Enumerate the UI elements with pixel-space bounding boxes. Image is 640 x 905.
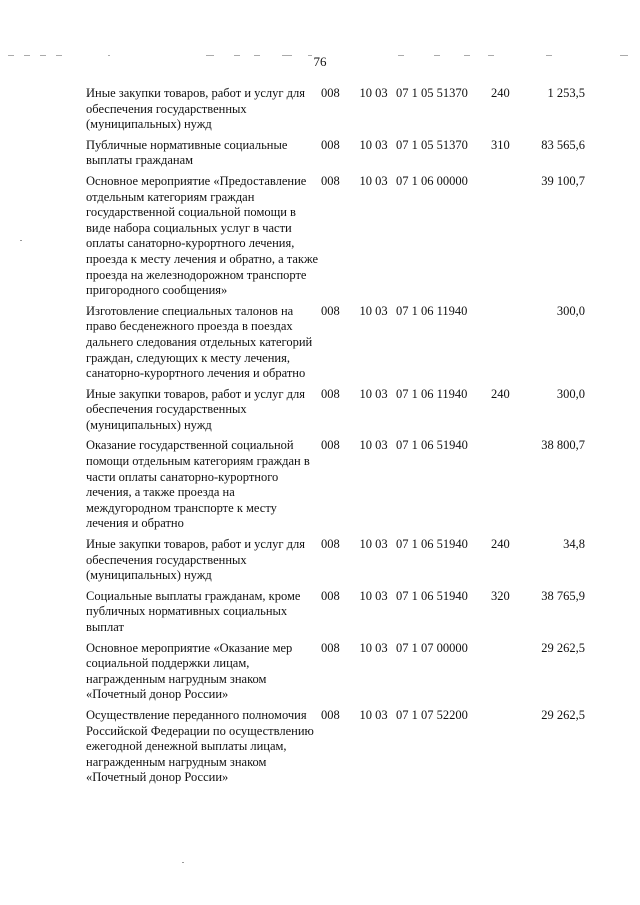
target-article-code: 07 1 06 51940 <box>396 537 468 552</box>
expense-type-code <box>491 304 521 382</box>
page-number: 76 <box>313 54 327 69</box>
table-row <box>86 304 585 382</box>
ministry-code: 008 <box>321 173 340 188</box>
row-name: Основное мероприятие «Оказание мер социальной поддержки лицам, награжденным нагрудным знаком «Почетный донор России» <box>86 640 293 702</box>
amount: 38 800,7 <box>541 438 585 453</box>
table-row <box>86 589 585 636</box>
row-name: Изготовление специальных талонов на право бесденежного проезда в поездах дальнего следования отдельных категорий граждан, следующих к месту лечения, санаторно-курортного лечения и обратно <box>86 303 313 381</box>
section-code: 10 03 <box>359 86 388 100</box>
expense-type-code: 320 <box>491 588 510 603</box>
ministry-code: 008 <box>321 640 340 655</box>
section-code: 10 03 <box>359 173 388 188</box>
amount: 300,0 <box>556 386 585 401</box>
section-code: 10 03 <box>359 303 388 318</box>
budget-table <box>86 86 585 786</box>
ministry-code: 008 <box>321 707 340 722</box>
target-article-code: 07 1 05 51370 <box>396 137 468 152</box>
ministry-code: 008 <box>321 537 340 552</box>
ministry-code: 008 <box>321 386 340 401</box>
table-row <box>86 708 585 786</box>
ministry-code: 008 <box>321 303 340 318</box>
section-code: 10 03 <box>359 537 388 552</box>
ministry-code: 008 <box>321 438 340 453</box>
table-row <box>86 641 585 703</box>
target-article-code: 07 1 07 00000 <box>396 640 468 655</box>
target-article-code: 07 1 06 11940 <box>396 386 468 401</box>
ministry-code: 008 <box>321 137 340 152</box>
amount: 300,0 <box>556 303 585 318</box>
row-name: Иные закупки товаров, работ и услуг для обеспечения государственных (муниципальных) нужд <box>86 386 306 432</box>
amount: 39 100,7 <box>541 173 585 188</box>
section-code: 10 03 <box>359 588 388 603</box>
expense-type-code <box>491 438 521 532</box>
expense-type-code: 310 <box>491 137 510 152</box>
table-row <box>86 86 585 133</box>
scan-speck <box>20 240 22 241</box>
target-article-code: 07 1 06 51940 <box>396 588 468 603</box>
amount: 29 262,5 <box>541 640 585 655</box>
table-row <box>86 138 585 169</box>
row-name: Основное мероприятие «Предоставление отдельным категориям граждан государственной социальной помощи в виде набора социальных услуг в части оплаты санаторно-курортного лечения, проезда к месту лечения и обратно, а также проезда на железнодорожном транспорте пригородного сообщения» <box>86 173 319 298</box>
amount: 83 565,6 <box>541 137 585 152</box>
section-code: 10 03 <box>359 438 388 453</box>
row-name: Публичные нормативные социальные выплаты гражданам <box>86 137 288 168</box>
expense-type-code: 240 <box>491 86 510 100</box>
target-article-code: 07 1 07 52200 <box>396 707 468 722</box>
expense-type-code <box>491 708 521 786</box>
expense-type-code: 240 <box>491 386 510 401</box>
amount: 29 262,5 <box>541 707 585 722</box>
table-row <box>86 537 585 584</box>
section-code: 10 03 <box>359 137 388 152</box>
row-name: Иные закупки товаров, работ и услуг для обеспечения государственных (муниципальных) нужд <box>86 86 306 132</box>
target-article-code: 07 1 06 00000 <box>396 173 468 188</box>
row-name: Социальные выплаты гражданам, кроме публичных нормативных социальных выплат <box>86 588 301 634</box>
section-code: 10 03 <box>359 707 388 722</box>
table-row <box>86 387 585 434</box>
ministry-code: 008 <box>321 86 340 100</box>
table-row <box>86 174 585 299</box>
section-code: 10 03 <box>359 386 388 401</box>
ministry-code: 008 <box>321 588 340 603</box>
section-code: 10 03 <box>359 640 388 655</box>
row-name: Осуществление переданного полномочия Российской Федерации по осуществлению ежегодной денежной выплаты лицам, награжденным нагрудным знаком «Почетный донор России» <box>86 707 314 785</box>
scan-speck <box>182 862 184 863</box>
target-article-code: 07 1 06 51940 <box>396 438 468 453</box>
row-name: Оказание государственной социальной помощи отдельным категориям граждан в части оплаты санаторно-курортного лечения, а также проезда на междугородном транспорте к месту лечения и обратно <box>86 438 310 531</box>
expense-type-code: 240 <box>491 537 510 552</box>
target-article-code: 07 1 05 51370 <box>396 86 468 100</box>
expense-type-code <box>491 641 521 703</box>
amount: 34,8 <box>563 537 585 552</box>
amount: 1 253,5 <box>547 86 585 100</box>
expense-type-code <box>491 174 521 299</box>
row-name: Иные закупки товаров, работ и услуг для обеспечения государственных (муниципальных) нужд <box>86 537 306 583</box>
amount: 38 765,9 <box>541 588 585 603</box>
target-article-code: 07 1 06 11940 <box>396 303 468 318</box>
table-row <box>86 438 585 532</box>
